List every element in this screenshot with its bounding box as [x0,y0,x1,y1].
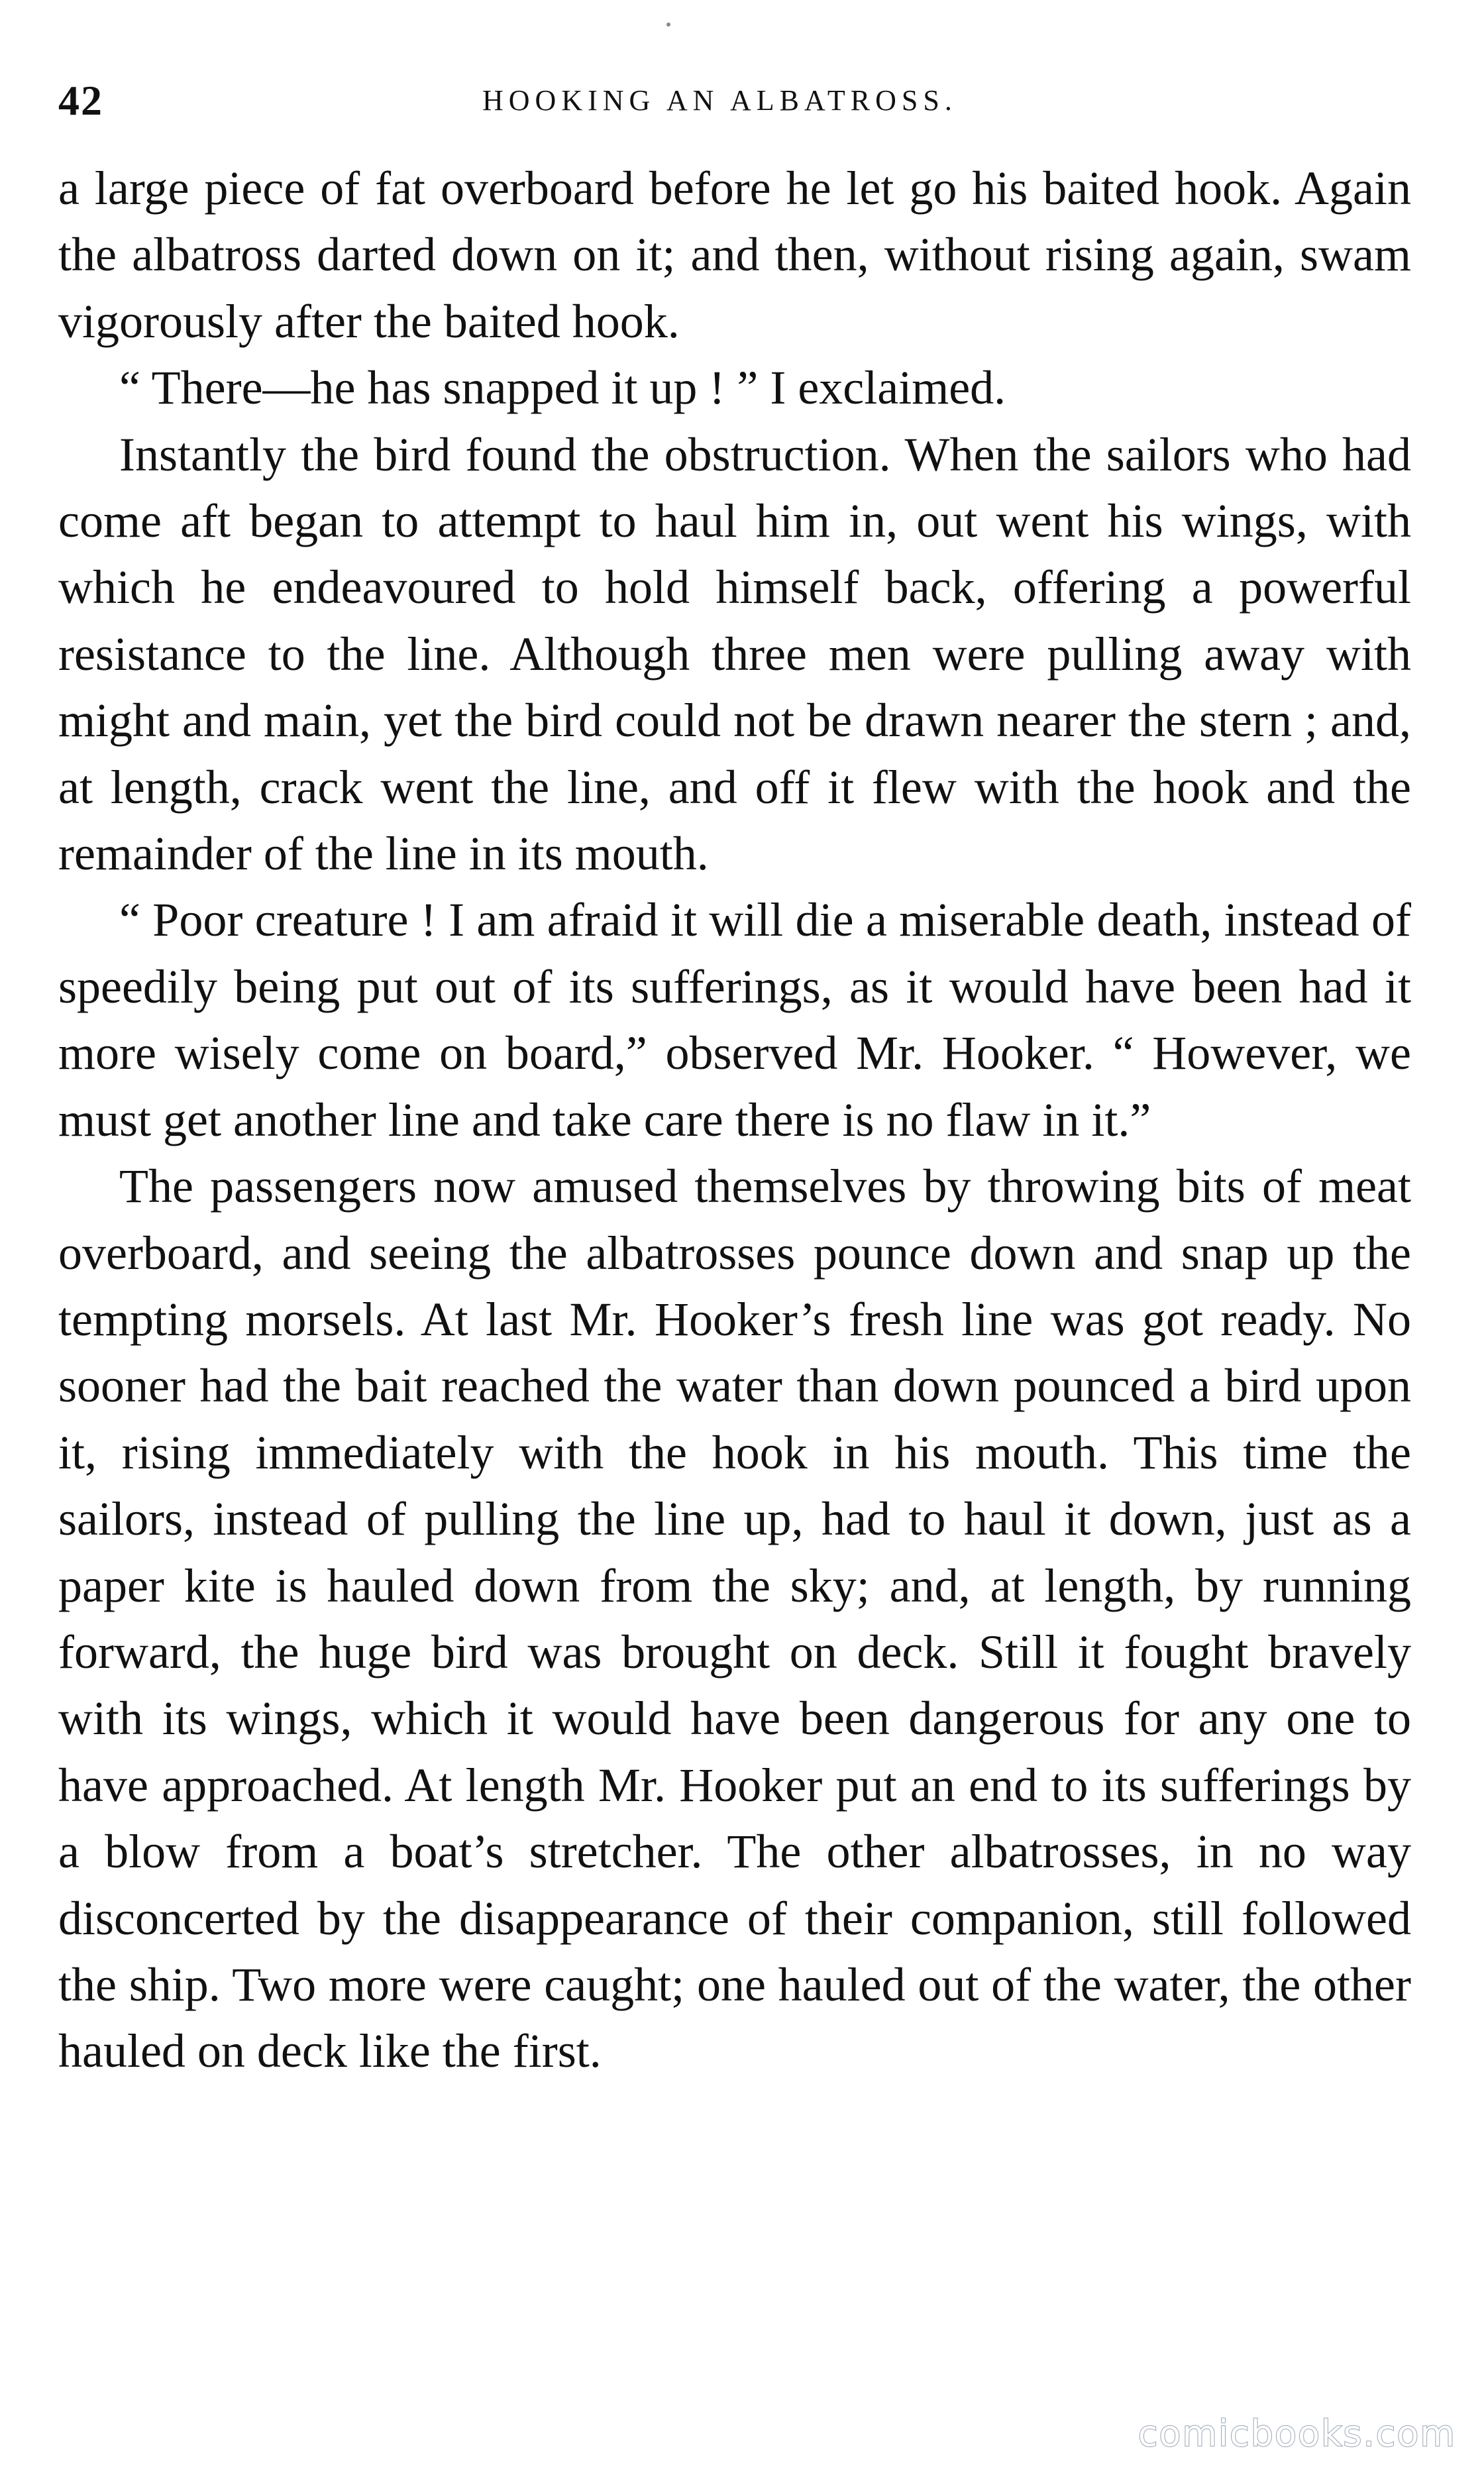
paragraph-passengers: The passengers now amused themselves by throwing bits of meat overboard, and seeing the albatrosses pounce down and snap up the tempting morsels. At last Mr. Hooker’s fresh line was got ready. No sooner had the bait reached the water than down pounced a bird upon it, rising immediately with the hook in his mouth. This time the sailors, instead of pulling the line up, had to haul it down, just as a paper kite is hauled down from the sky; and, at length, by running forward, the huge bird was brought on deck. Still it fought bravely with its wings, which it would have been dangerous for any one to have approached. At length Mr. Hooker put an end to its sufferings by a blow from a boat’s stretcher. The other albatrosses, in no way disconcerted by the disappearance of their companion, still followed the ship. Two more were caught; one hauled out of the water, the other hauled on deck like the first. [58,1160,1411,2078]
body-text [58,155,1411,2085]
paragraph-continuation: a large piece of fat overboard before he let go his baited hook. Again the albatross darted down on it; and then, without rising again, swam vigorously after the baited hook. [58,162,1411,348]
page-number: 42 [58,77,103,124]
ink-dot [666,23,670,27]
paragraph-poor-creature: “ Poor creature ! I am afraid it will die a miserable death, instead of speedily being put out of its sufferings, as it would have been had it more wisely come on board,” observed Mr. Hooker. “ However, we must get another line and take care there is no flaw in it.” [58,893,1411,1146]
paragraph-exclamation: “ There—he has snapped it up ! ” I exclaimed. [119,361,1006,415]
running-title: HOOKING AN ALBATROSS. [482,84,957,117]
watermark-logo: comicbooks.com [1138,2413,1456,2454]
running-head [58,61,1410,140]
paragraph-obstruction: Instantly the bird found the obstruction. When the sailors who had come aft began to attempt to haul him in, out went his wings, with which he endeavoured to hold himself back, offering a powerful resistance to the line. Although three men were pulling away with might and main, yet the bird could not be drawn nearer the stern ; and, at length, crack went the line, and off it flew with the hook and the remainder of the line in its mouth. [58,427,1411,881]
